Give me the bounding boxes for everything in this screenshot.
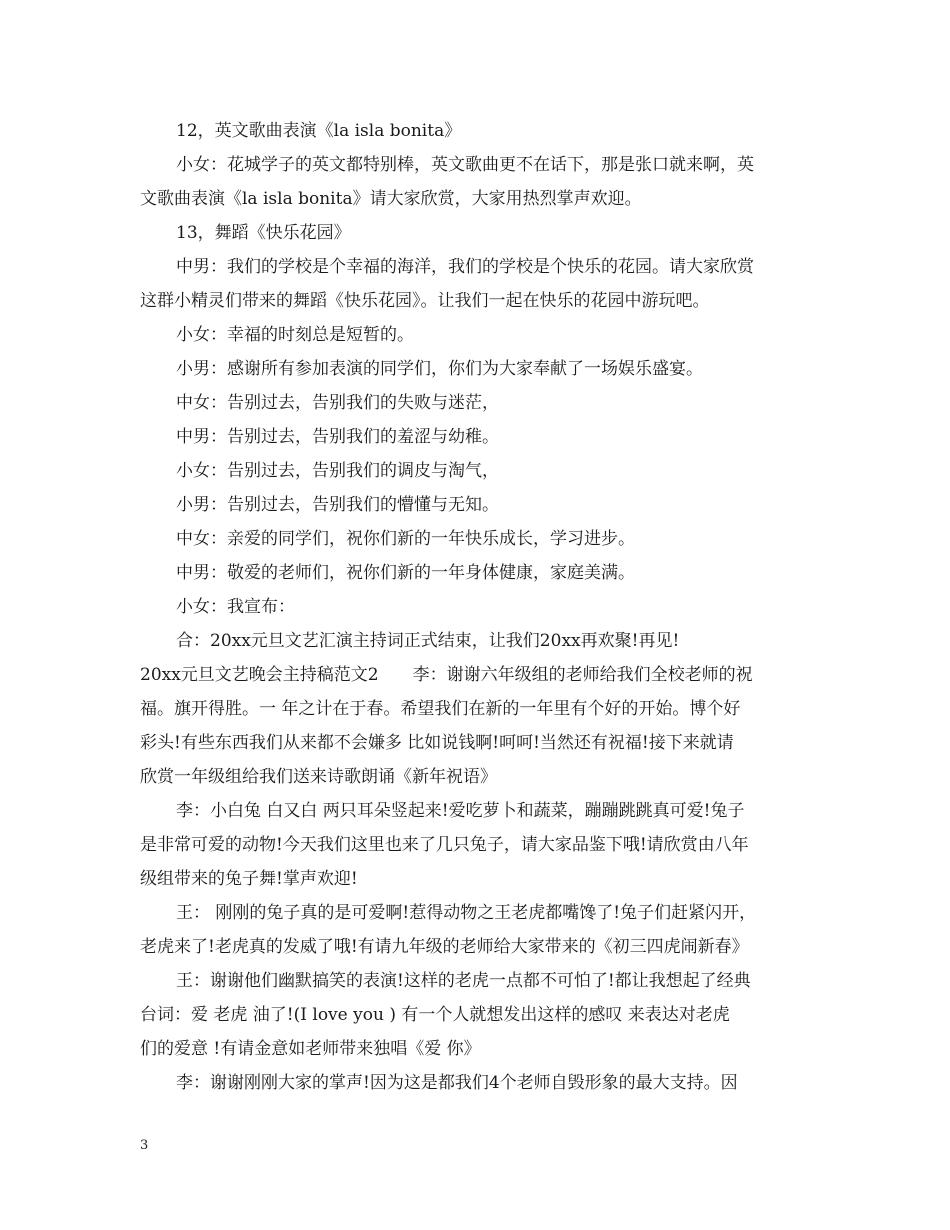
text-line: 中女：告别过去，告别我们的失败与迷茫， (176, 393, 499, 413)
text-line: 中男：告别过去，告别我们的羞涩与幼稚。 (176, 427, 499, 447)
text-line: 中男：敬爱的老师们，祝你们新的一年身体健康，家庭美满。 (176, 563, 635, 583)
text-line: 欣赏一年级组给我们送来诗歌朗诵《新年祝语》 (140, 767, 497, 787)
text-line: 13，舞蹈《快乐花园》 (176, 223, 351, 243)
text-line: 级组带来的兔子舞!掌声欢迎! (140, 869, 358, 889)
text-line: 合：20xx元旦文艺汇演主持词正式结束，让我们20xx再欢聚!再见! (176, 631, 680, 651)
text-line: 王：谢谢他们幽默搞笑的表演!这样的老虎一点都不可怕了!都让我想起了经典 (176, 971, 751, 991)
text-line: 王： 刚刚的兔子真的是可爱啊!惹得动物之王老虎都嘴馋了!兔子们赶紧闪开， (176, 903, 757, 923)
text-line: 小男：感谢所有参加表演的同学们，你们为大家奉献了一场娱乐盛宴。 (176, 359, 703, 379)
text-line: 们的爱意 !有请金意如老师带来独唱《爱 你》 (140, 1039, 481, 1059)
document-body (140, 114, 816, 1100)
text-line: 李：小白兔 白又白 两只耳朵竖起来!爱吃萝卜和蔬菜，蹦蹦跳跳真可爱!兔子 (176, 801, 745, 821)
text-line: 这群小精灵们带来的舞蹈《快乐花园》。让我们一起在快乐的花园中游玩吧。 (140, 291, 710, 311)
text-line: 彩头!有些东西我们从来都不会嫌多 比如说钱啊!呵呵!当然还有祝福!接下来就请 (140, 733, 734, 753)
page-number: 3 (140, 1138, 149, 1153)
text-line: 20xx元旦文艺晚会主持稿范文2 李：谢谢六年级组的老师给我们全校老师的祝 (140, 665, 753, 685)
text-line: 李：谢谢刚刚大家的掌声!因为这是都我们4个老师自毁形象的最大支持。因 (176, 1073, 738, 1093)
text-line: 台词：爱 老虎 油了!(I love you ) 有一个人就想发出这样的感叹 来表达对老虎 (140, 1005, 730, 1025)
text-line: 小男：告别过去，告别我们的懵懂与无知。 (176, 495, 499, 515)
text-line: 小女：幸福的时刻总是短暂的。 (176, 325, 414, 345)
text-line: 中男：我们的学校是个幸福的海洋，我们的学校是个快乐的花园。请大家欣赏 (176, 257, 754, 277)
text-line: 小女：我宣布： (176, 597, 295, 617)
text-line: 中女：亲爱的同学们，祝你们新的一年快乐成长，学习进步。 (176, 529, 635, 549)
text-line: 文歌曲表演《la isla bonita》请大家欣赏，大家用热烈掌声欢迎。 (140, 189, 642, 209)
text-line: 福。旗开得胜。一 年之计在于春。希望我们在新的一年里有个好的开始。博个好 (140, 699, 741, 719)
text-line: 小女：告别过去，告别我们的调皮与淘气， (176, 461, 499, 481)
text-line: 12，英文歌曲表演《la isla bonita》 (176, 121, 462, 141)
text-line: 老虎来了!老虎真的发威了哦!有请九年级的老师给大家带来的《初三四虎闹新春》 (140, 937, 749, 957)
text-line: 小女：花城学子的英文都特别棒，英文歌曲更不在话下，那是张口就来啊，英 (176, 155, 754, 175)
text-line: 是非常可爱的动物!今天我们这里也来了几只兔子，请大家品鉴下哦!请欣赏由八年 (140, 835, 749, 855)
